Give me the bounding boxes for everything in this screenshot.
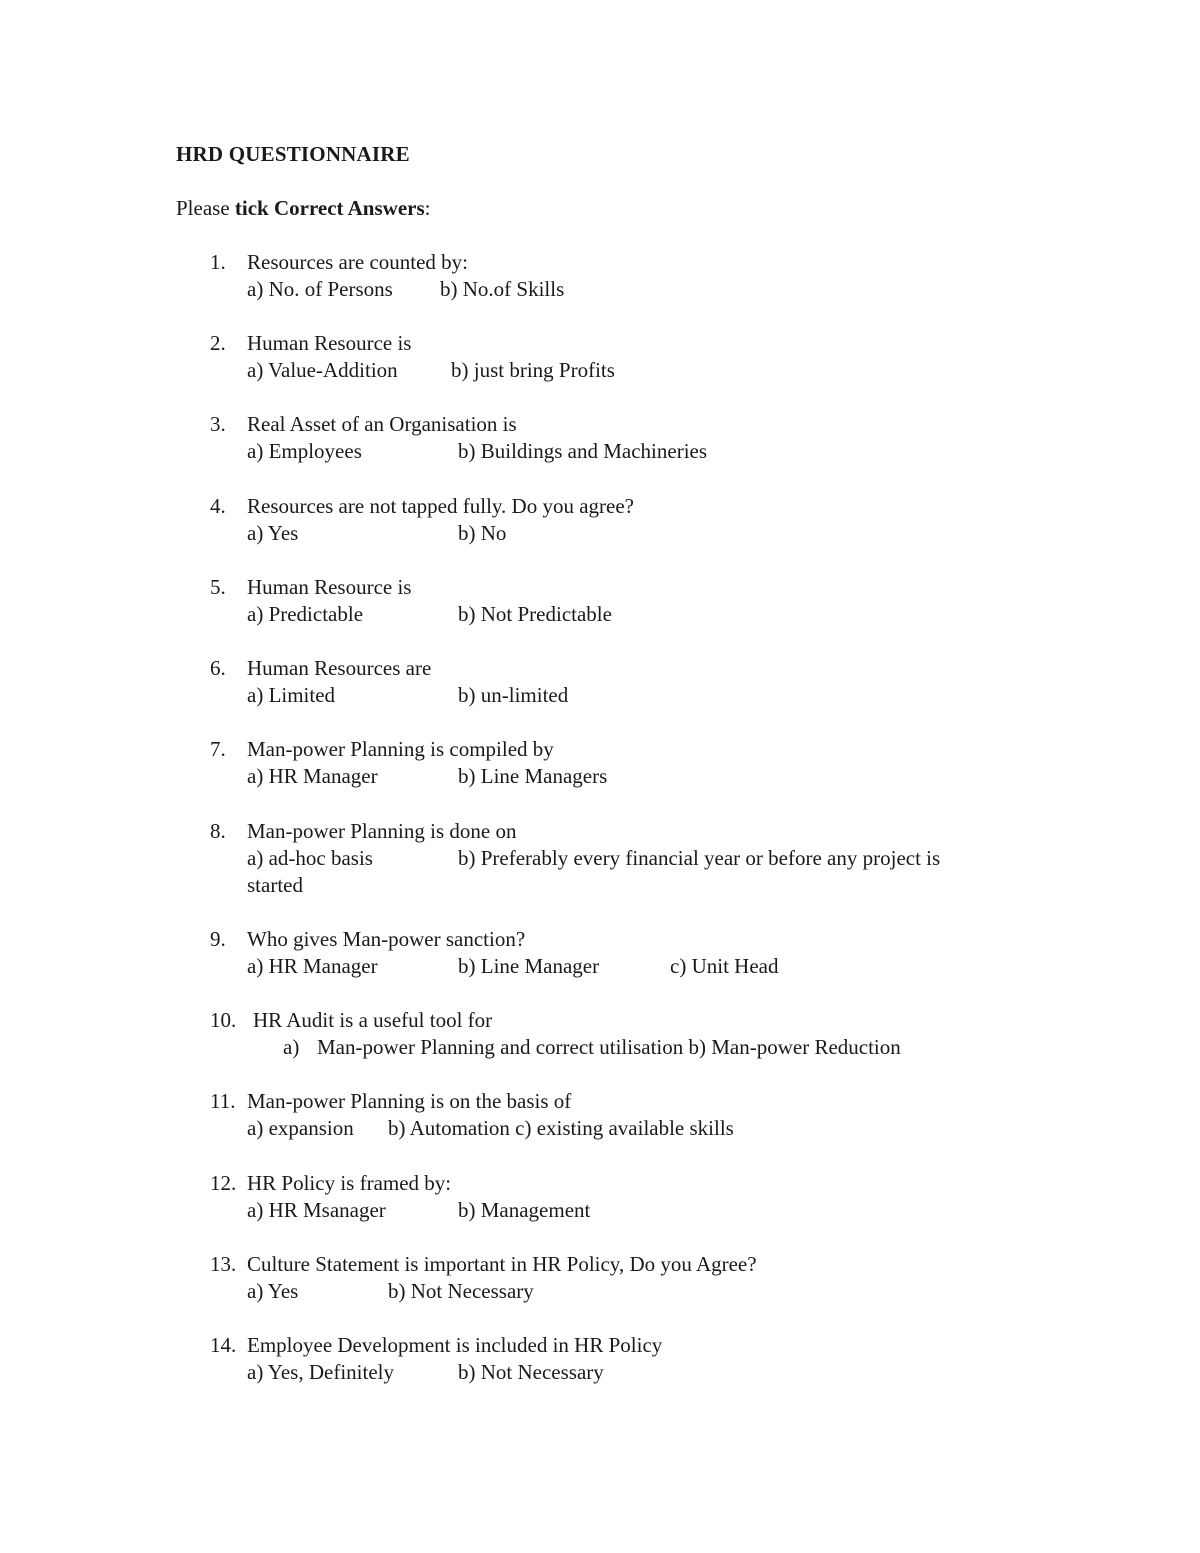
option-b[interactable]: b) Not Necessary (388, 1279, 534, 1303)
question-text: Employee Development is included in HR Policy (247, 1333, 663, 1357)
option-a[interactable]: a) Value-Addition (247, 358, 398, 382)
option-b-continuation: started (247, 873, 303, 897)
option-b[interactable]: b) Automation c) existing available skills (388, 1116, 734, 1140)
question-number: 5. (210, 575, 226, 599)
question-text: HR Audit is a useful tool for (253, 1008, 493, 1032)
instruction-prefix: Please (176, 196, 235, 220)
option-a[interactable]: a) Yes (247, 1279, 299, 1303)
option-row (0, 358, 1200, 385)
question-text: HR Policy is framed by: (247, 1171, 452, 1195)
instruction-emphasis: tick Correct Answers (234, 196, 425, 220)
option-a[interactable]: a) Predictable (247, 602, 364, 626)
option-b[interactable]: b) just bring Profits (451, 358, 615, 382)
option-row (0, 683, 1200, 710)
question-text: Human Resource is (247, 575, 412, 599)
question-number: 13. (210, 1252, 237, 1276)
option-b[interactable]: b) Line Managers (458, 764, 608, 788)
option-a[interactable]: a) HR Manager (247, 764, 378, 788)
option-a-marker[interactable]: a) (283, 1035, 300, 1059)
option-row (0, 1198, 1200, 1225)
question-number: 12. (210, 1171, 237, 1195)
question-number: 2. (210, 331, 226, 355)
question-text: Resources are counted by: (247, 250, 469, 274)
option-row (0, 521, 1200, 548)
option-a[interactable]: a) expansion (247, 1116, 354, 1140)
question-text: Human Resources are (247, 656, 432, 680)
option-b[interactable]: b) Not Necessary (458, 1360, 604, 1384)
option-b[interactable]: b) Not Predictable (458, 602, 612, 626)
option-a[interactable]: a) ad-hoc basis (247, 846, 373, 870)
question-number: 14. (210, 1333, 237, 1357)
option-b[interactable]: b) un-limited (458, 683, 569, 707)
option-row (0, 1116, 1200, 1143)
option-a[interactable]: a) Yes (247, 521, 299, 545)
question-text: Man-power Planning is compiled by (247, 737, 554, 761)
question-number: 4. (210, 494, 226, 518)
option-row (0, 764, 1200, 791)
question-text: Man-power Planning is done on (247, 819, 517, 843)
question-text: Real Asset of an Organisation is (247, 412, 517, 436)
option-row (0, 277, 1200, 304)
question-number: 9. (210, 927, 226, 951)
question-number: 3. (210, 412, 226, 436)
question-number: 8. (210, 819, 226, 843)
question-number: 11. (210, 1089, 236, 1113)
option-b[interactable]: b) No.of Skills (440, 277, 565, 301)
option-row (0, 846, 1200, 873)
option-row (0, 1360, 1200, 1387)
instruction-suffix: : (424, 196, 431, 220)
option-c[interactable]: c) Unit Head (670, 954, 779, 978)
option-row (0, 602, 1200, 629)
option-row (0, 1279, 1200, 1306)
option-b[interactable]: b) Preferably every financial year or before any project is (458, 846, 941, 870)
question-text: Man-power Planning is on the basis of (247, 1089, 572, 1113)
option-row (0, 1035, 1200, 1062)
question-number: 7. (210, 737, 226, 761)
question-number: 6. (210, 656, 226, 680)
question-number: 10. (210, 1008, 237, 1032)
option-row (0, 439, 1200, 466)
option-a[interactable]: a) Limited (247, 683, 336, 707)
option-a[interactable]: a) Yes, Definitely (247, 1360, 394, 1384)
option-a[interactable]: a) No. of Persons (247, 277, 393, 301)
option-a[interactable]: a) HR Manager (247, 954, 378, 978)
question-text: Who gives Man-power sanction? (247, 927, 526, 951)
question-number: 1. (210, 250, 226, 274)
option-a[interactable]: a) HR Msanager (247, 1198, 386, 1222)
question-text: Culture Statement is important in HR Policy, Do you Agree? (247, 1252, 757, 1276)
question-text: Human Resource is (247, 331, 412, 355)
option-b[interactable]: b) Buildings and Machineries (458, 439, 708, 463)
option-a[interactable]: a) Employees (247, 439, 362, 463)
instruction-line (176, 196, 430, 221)
option-row (0, 954, 1200, 981)
document-title: HRD QUESTIONNAIRE (176, 142, 410, 166)
question-text: Resources are not tapped fully. Do you agree? (247, 494, 634, 518)
option-b[interactable]: b) No (458, 521, 507, 545)
option-b[interactable]: b) Management (458, 1198, 591, 1222)
option-b[interactable]: b) Line Manager (458, 954, 600, 978)
option-text[interactable]: Man-power Planning and correct utilisation b) Man-power Reduction (317, 1035, 901, 1059)
